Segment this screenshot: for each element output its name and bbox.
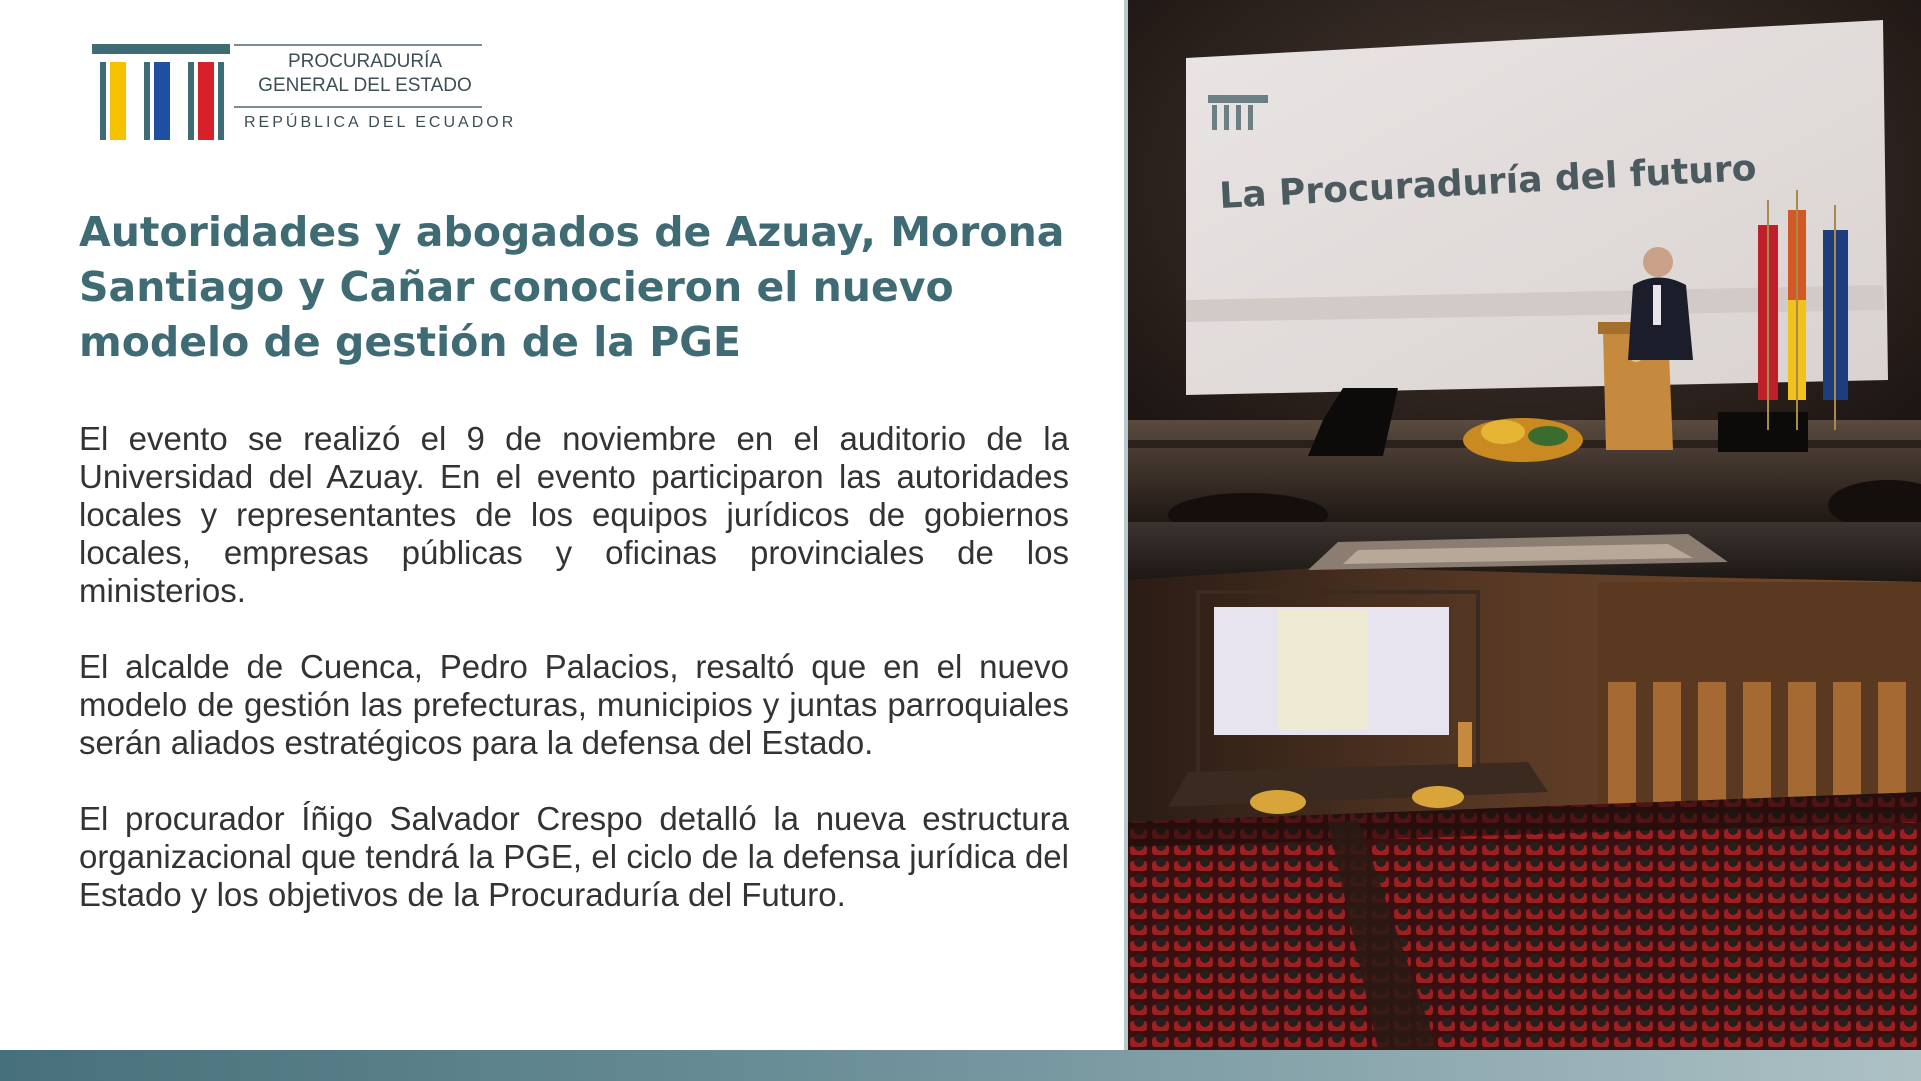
article-paragraph: El evento se realizó el 9 de noviembre en el auditorio de la Universidad del Azuay. En el evento participaron las autoridades locales y representantes de los equipos jurídicos de gobiernos locales, empresas públicas y oficinas provinciales de los ministerios. [79,420,1069,609]
logo-name-line2: GENERAL DEL ESTADO [258,75,472,96]
article-paragraph: El procurador Íñigo Salvador Crespo detalló la nueva estructura organizacional que tendrá la PGE, el ciclo de la defensa jurídica del Estado y los objetivos de la Procuraduría del Futuro. [79,800,1069,913]
columns-emblem-icon [92,44,234,144]
logo-institution-name [254,50,476,98]
photo-panel [1124,0,1921,1050]
article-paragraph: El alcalde de Cuenca, Pedro Palacios, resaltó que en el nuevo modelo de gestión las prefecturas, municipios y juntas parroquiales serán aliados estratégicos para la defensa del Estado. [79,648,1069,761]
photo-speaker-podium [1128,0,1921,522]
logo-country: REPÚBLICA DEL ECUADOR [244,114,517,131]
photo-auditorium-audience [1128,522,1921,1050]
logo-name-line1: PROCURADURÍA [287,51,443,72]
article-body [79,420,1069,952]
footer-bar [0,1050,1921,1081]
article-headline: Autoridades y abogados de Azuay, Morona Santiago y Cañar conocieron el nuevo modelo de gestión de la PGE [79,208,1065,366]
pge-logo [92,44,517,144]
logo-wordmark [234,44,517,144]
screen-title: La Procuraduría del futuro [1218,147,1758,217]
logo-divider [234,44,482,46]
logo-divider [234,106,482,108]
